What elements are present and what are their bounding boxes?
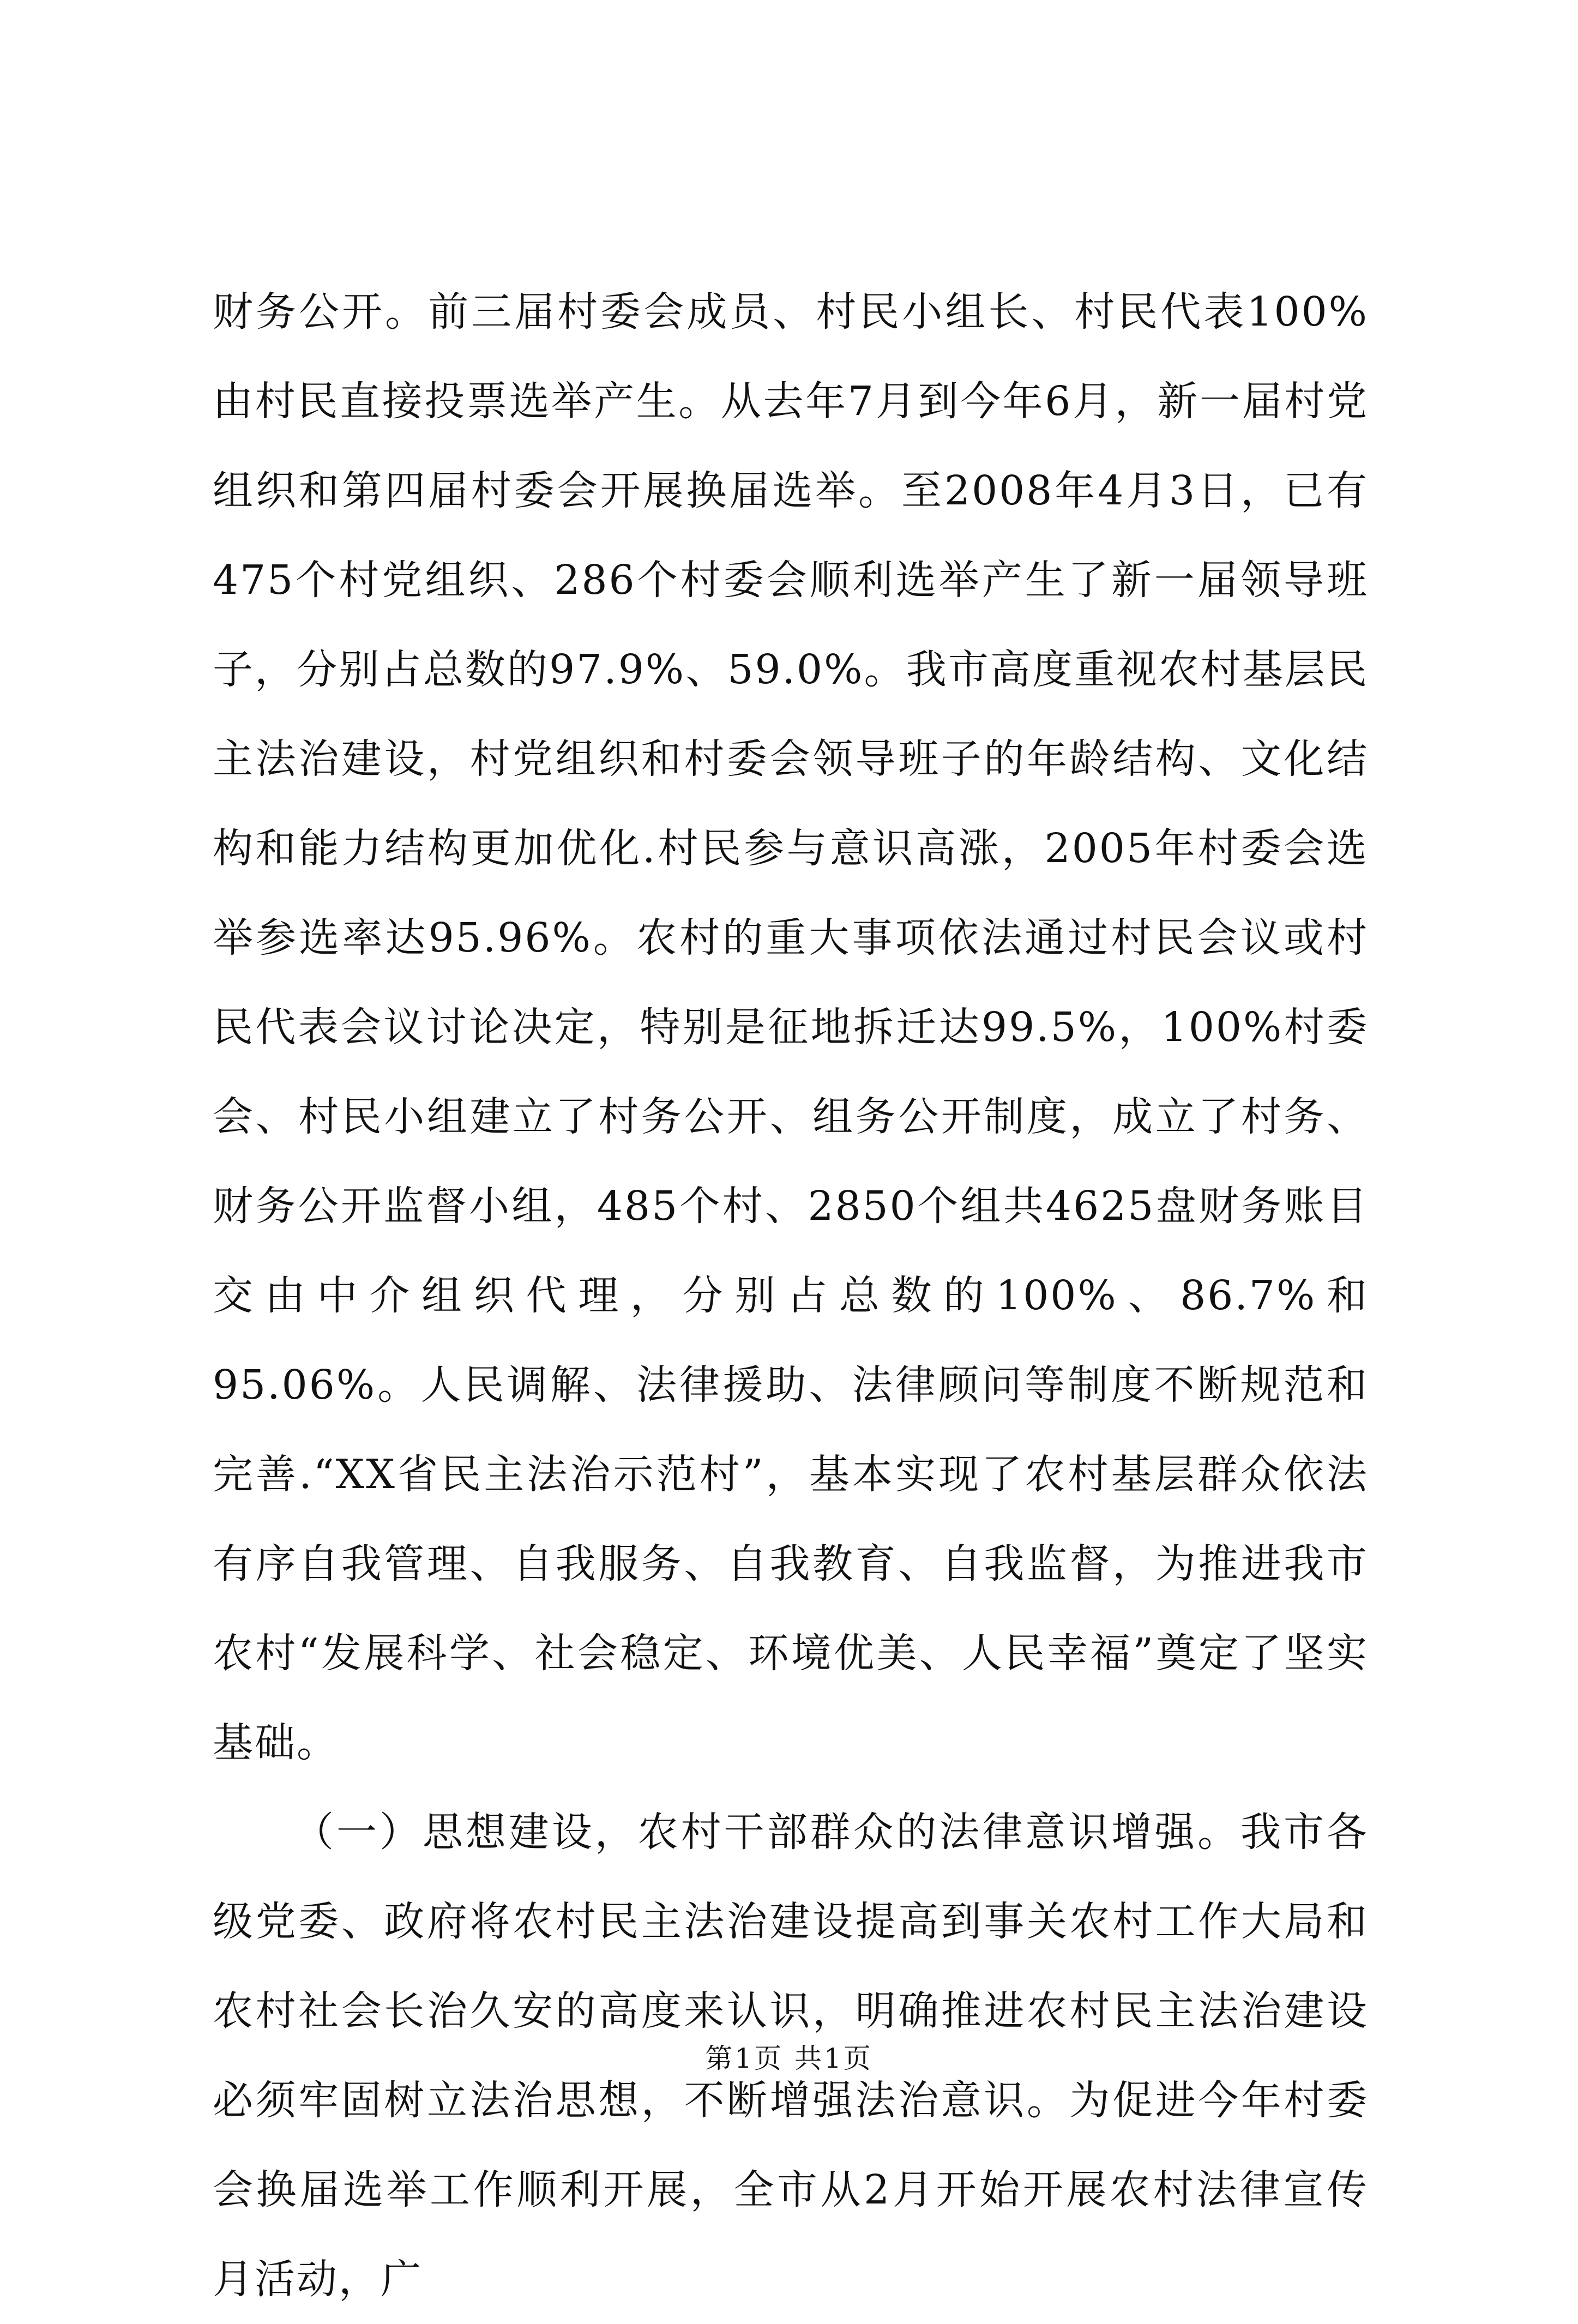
paragraph-section-one: （一）思想建设，农村干部群众的法律意识增强。我市各级党委、政府将农村民主法治建设提高到事关农村工作大局和农村社会长治久安的高度来认识，明确推进农村民主法治建设必须牢固树立法治思想，不断增强法治意识。为促进今年村委会换届选举工作顺利开展，全市从2月开始开展农村法律宣传月活动，广: [213, 1809, 1369, 2303]
paragraph-continued: 财务公开。前三届村委会成员、村民小组长、村民代表100%由村民直接投票选举产生。从去年7月到今年6月，新一届村党组织和第四届村委会开展换届选举。至2008年4月3日，已有475个村党组织、286个村委会顺利选举产生了新一届领导班子，分别占总数的97.9%、59.0%。我市高度重视农村基层民主法治建设，村党组织和村委会领导班子的年龄结构、文化结构和能力结构更加优化.村民参与意识高涨，2005年村委会选举参选率达95.96%。农村的重大事项依法通过村民会议或村民代表会议讨论决定，特别是征地拆迁达99.5%，100%村委会、村民小组建立了村务公开、组务公开制度，成立了村务、财务公开监督小组，485个村、2850个组共4625盘财务账目交由中介组织代理，分别占总数的100%、86.7%和95.06%。人民调解、法律援助、法律顾问等制度不断规范和完善.“XX省民主法治示范村”，基本实现了农村基层群众依法有序自我管理、自我服务、自我教育、自我监督，为推进我市农村“发展科学、社会稳定、环境优美、人民幸福”奠定了坚实基础。: [213, 288, 1369, 1766]
page-footer: 第1页 共1页: [705, 2043, 873, 2074]
body-text: [213, 267, 1369, 2324]
